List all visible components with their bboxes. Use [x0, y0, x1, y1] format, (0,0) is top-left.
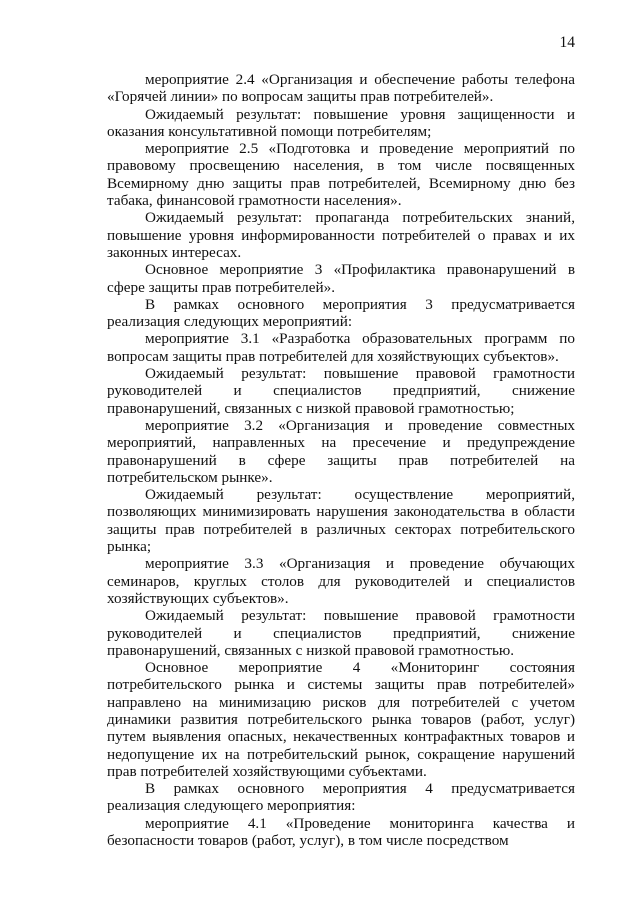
paragraph-event-3-3: мероприятие 3.3 «Организация и проведение обучающих семинаров, круглых столов для руководителей и специалистов хозяйствующих субъектов».: [107, 555, 575, 607]
paragraph-expected-result: Ожидаемый результат: осуществление мероприятий, позволяющих минимизировать нарушения законодательства в области защиты прав потребителей в различных секторах потребительского рынка;: [107, 486, 575, 556]
paragraph-event-3-1: мероприятие 3.1 «Разработка образовательных программ по вопросам защиты прав потребителей для хозяйствующих субъектов».: [107, 330, 575, 365]
paragraph-main-event-4: Основное мероприятие 4 «Мониторинг состояния потребительского рынка и системы защиты прав потребителей» направлено на минимизацию рисков для потребителей с учетом динамики развития потребительского рынка товаров (работ, услуг) путем выявления опасных, некачественных контрафактных товаров и недопущение их на потребительский рынок, сокращение нарушений прав потребителей хозяйствующими субъектами.: [107, 659, 575, 780]
paragraph-main-event-3: Основное мероприятие 3 «Профилактика правонарушений в сфере защиты прав потребителей».: [107, 261, 575, 296]
paragraph-expected-result: Ожидаемый результат: повышение правовой грамотности руководителей и специалистов предприятий, снижение правонарушений, связанных с низкой правовой грамотностью;: [107, 365, 575, 417]
paragraph-event-2-4: мероприятие 2.4 «Организация и обеспечение работы телефона «Горячей линии» по вопросам защиты прав потребителей».: [107, 71, 575, 106]
paragraph-main-event-3-scope: В рамках основного мероприятия 3 предусматривается реализация следующих мероприятий:: [107, 295, 575, 331]
paragraph-expected-result: Ожидаемый результат: повышение уровня защищенности и оказания консультативной помощи потребителям;: [107, 105, 575, 140]
paragraph-event-4-1: мероприятие 4.1 «Проведение мониторинга качества и безопасности товаров (работ, услуг), в том числе посредством: [107, 814, 575, 850]
paragraph-expected-result: Ожидаемый результат: повышение правовой грамотности руководителей и специалистов предприятий, снижение правонарушений, связанных с низкой правовой грамотностью.: [107, 607, 575, 659]
document-body: [107, 71, 575, 849]
paragraph-event-3-2: мероприятие 3.2 «Организация и проведение совместных мероприятий, направленных на пресечение и предупреждение правонарушений в сфере защиты прав потребителей на потребительском рынке».: [107, 416, 575, 486]
page-number: 14: [559, 34, 575, 51]
paragraph-expected-result: Ожидаемый результат: пропаганда потребительских знаний, повышение уровня информированности потребителей о правах и их законных интересах.: [107, 209, 575, 261]
paragraph-event-2-5: мероприятие 2.5 «Подготовка и проведение мероприятий по правовому просвещению населения, в том числе посвященных Всемирному дню защиты прав потребителей, Всемирному дню без табака, финансовой грамотности населения».: [107, 140, 575, 210]
paragraph-main-event-4-scope: В рамках основного мероприятия 4 предусматривается реализация следующего мероприятия:: [107, 780, 575, 815]
